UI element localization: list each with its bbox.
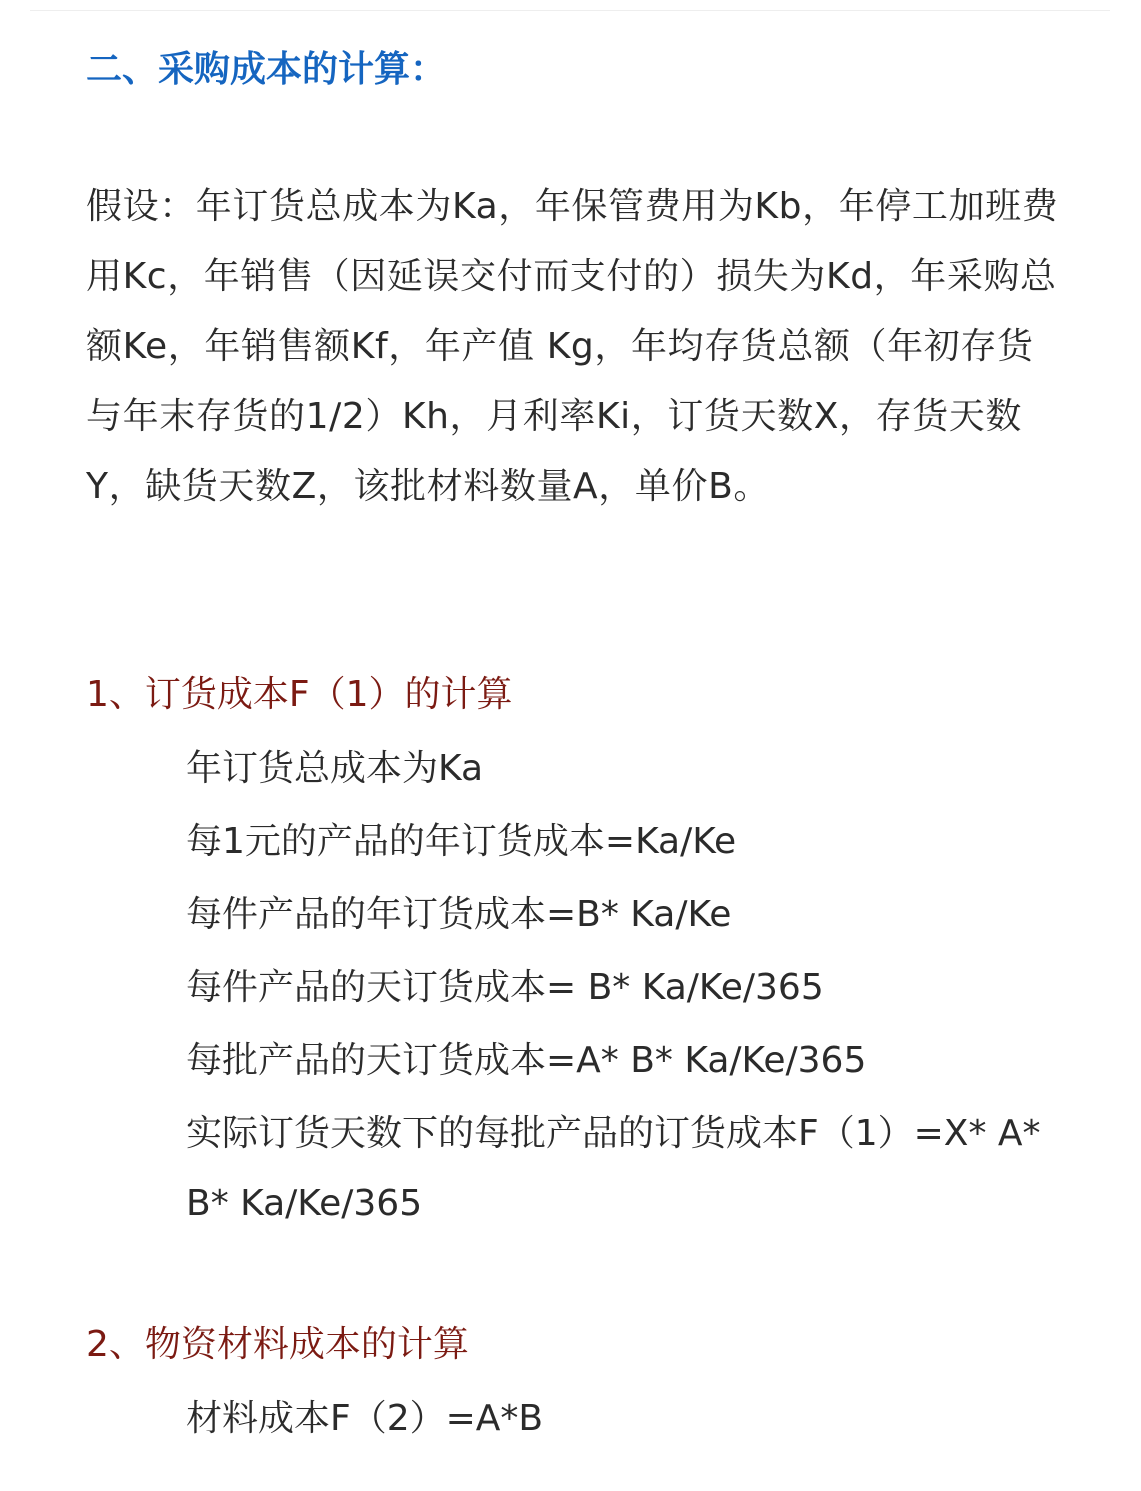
list-item-text: 材料成本F（2）=A*B (186, 1398, 544, 1439)
list-item-text: 每件产品的年订货成本=B* Ka/Ke (186, 894, 732, 935)
top-divider (30, 10, 1110, 11)
list-item-text: 每1元的产品的年订货成本=Ka/Ke (186, 821, 737, 862)
list-item-text: 年订货总成本为Ka (186, 748, 484, 789)
list-item-text: 每件产品的天订货成本= B* Ka/Ke/365 (186, 967, 824, 1008)
list-item-text: 每批产品的天订货成本=A* B* Ka/Ke/365 (186, 1040, 867, 1081)
list-item-text: 实际订货天数下的每批产品的订货成本F（1）=X* A* B* Ka/Ke/365 (186, 1113, 1041, 1224)
material-cost-heading: 2、物资材料成本的计算 (86, 1324, 469, 1365)
section-title: 二、采购成本的计算： (86, 49, 447, 90)
ordering-cost-heading: 1、订货成本F（1）的计算 (86, 674, 513, 715)
intro-paragraph: 假设：年订货总成本为Ka，年保管费用为Kb，年停工加班费用Kc，年销售（因延误交付而支付的）损失为Kd，年采购总额Ke，年销售额Kf，年产值 Kg，年均存货总额（年初存货与年末存货的1/2）Kh，月利率Ki，订货天数X，存货天数Y，缺货天数Z，该批材料数量A，单价B。 (86, 186, 1059, 507)
